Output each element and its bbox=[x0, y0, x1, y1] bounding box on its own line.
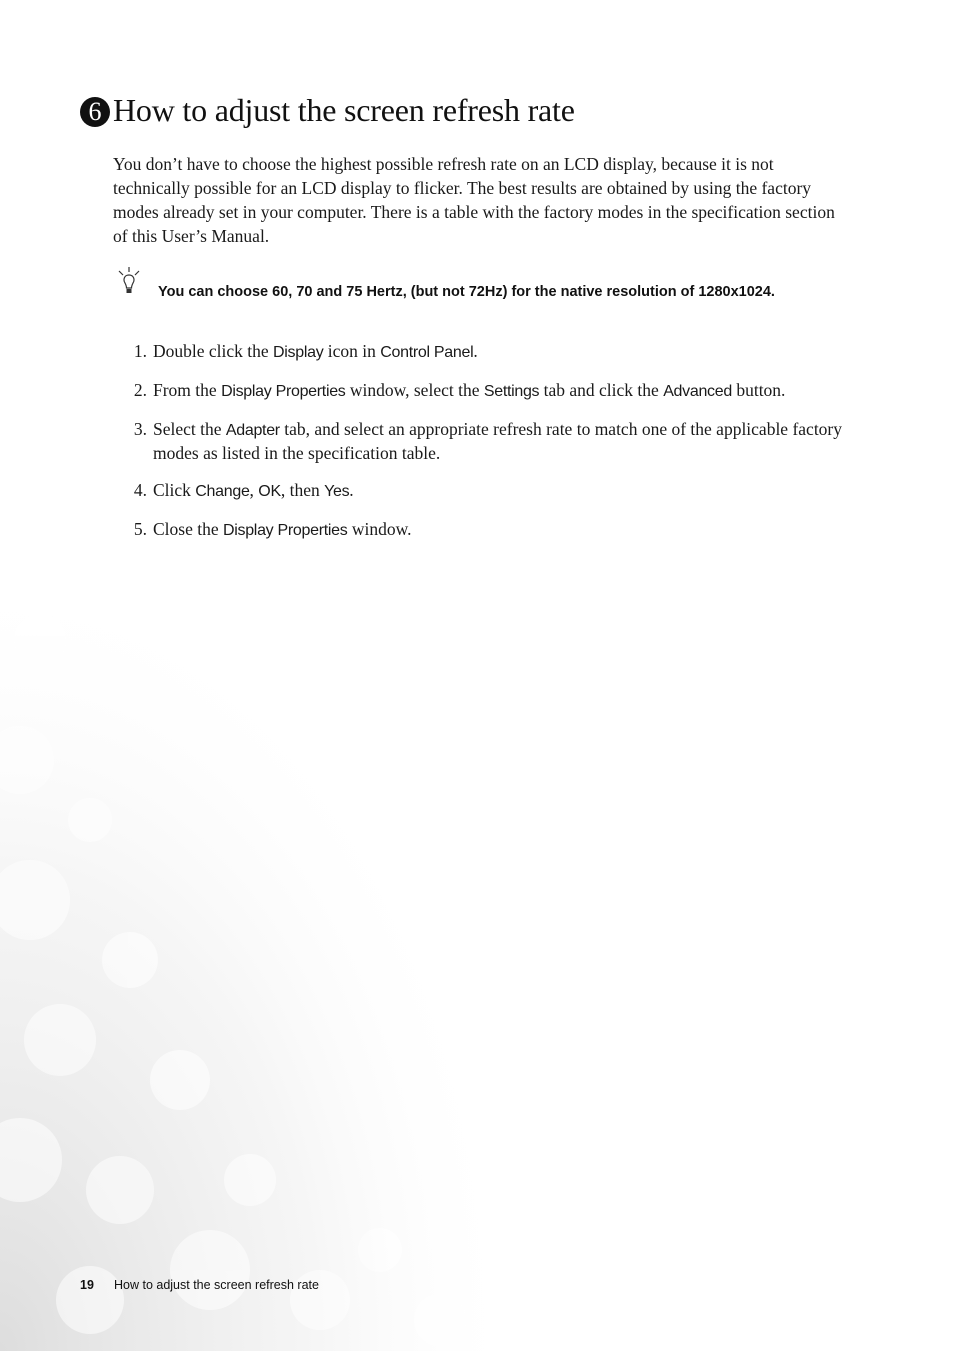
ui-term-control-panel: Control Panel bbox=[380, 344, 474, 361]
page-footer bbox=[80, 1278, 319, 1292]
ui-term-adapter: Adapter bbox=[225, 422, 280, 439]
step-text: . bbox=[349, 480, 354, 500]
ui-term-change: Change bbox=[195, 483, 250, 500]
lightbulb-icon bbox=[116, 265, 142, 297]
ui-term-display: Display bbox=[273, 344, 324, 361]
ui-term-settings: Settings bbox=[483, 383, 540, 400]
step-number: 3. bbox=[133, 419, 147, 439]
step-text: window, select the bbox=[345, 380, 484, 400]
step-item bbox=[113, 340, 858, 364]
step-number: 1. bbox=[133, 341, 147, 361]
steps-list bbox=[113, 340, 858, 557]
step-text: Double click the bbox=[153, 341, 274, 361]
step-text: Click bbox=[153, 480, 196, 500]
step-text: . bbox=[473, 341, 478, 361]
step-text: window. bbox=[347, 519, 412, 539]
step-text: icon in bbox=[323, 341, 381, 361]
step-number: 2. bbox=[133, 380, 147, 400]
step-item bbox=[113, 379, 858, 403]
step-text: , bbox=[249, 480, 259, 500]
step-text: From the bbox=[153, 380, 222, 400]
step-item bbox=[113, 479, 858, 503]
tip-text: You can choose 60, 70 and 75 Hertz, (but not 72Hz) for the native resolution of 1280x1024. bbox=[158, 284, 775, 300]
step-number: 5. bbox=[133, 519, 147, 539]
step-item bbox=[113, 518, 858, 542]
section-heading bbox=[80, 92, 575, 129]
ui-term-advanced: Advanced bbox=[663, 383, 732, 400]
step-text: , then bbox=[280, 480, 325, 500]
step-text: tab, and select an appropriate refresh rate to match one of the applicable factory modes as listed in the specification table. bbox=[153, 419, 843, 463]
step-text: button. bbox=[731, 380, 786, 400]
ui-term-display-properties: Display Properties bbox=[223, 522, 348, 539]
running-title: How to adjust the screen refresh rate bbox=[114, 1278, 319, 1292]
ui-term-display-properties: Display Properties bbox=[221, 383, 346, 400]
step-item bbox=[113, 418, 858, 464]
step-number: 4. bbox=[133, 480, 147, 500]
step-text: tab and click the bbox=[539, 380, 664, 400]
page-title: How to adjust the screen refresh rate bbox=[113, 92, 575, 128]
page-number: 19 bbox=[80, 1278, 94, 1292]
ui-term-yes: Yes bbox=[324, 483, 350, 500]
chapter-number-badge: 6 bbox=[80, 97, 110, 127]
step-text: Select the bbox=[153, 419, 226, 439]
step-text: Close the bbox=[153, 519, 223, 539]
intro-paragraph: You don’t have to choose the highest possible refresh rate on an LCD display, because it is not technically possible for an LCD display to flicker. The best results are obtained by using the factory modes already set in your computer. There is a table with the factory modes in the specification section of this User’s Manual. bbox=[113, 154, 835, 246]
ui-term-ok: OK bbox=[258, 483, 281, 500]
tip-note bbox=[116, 265, 775, 300]
